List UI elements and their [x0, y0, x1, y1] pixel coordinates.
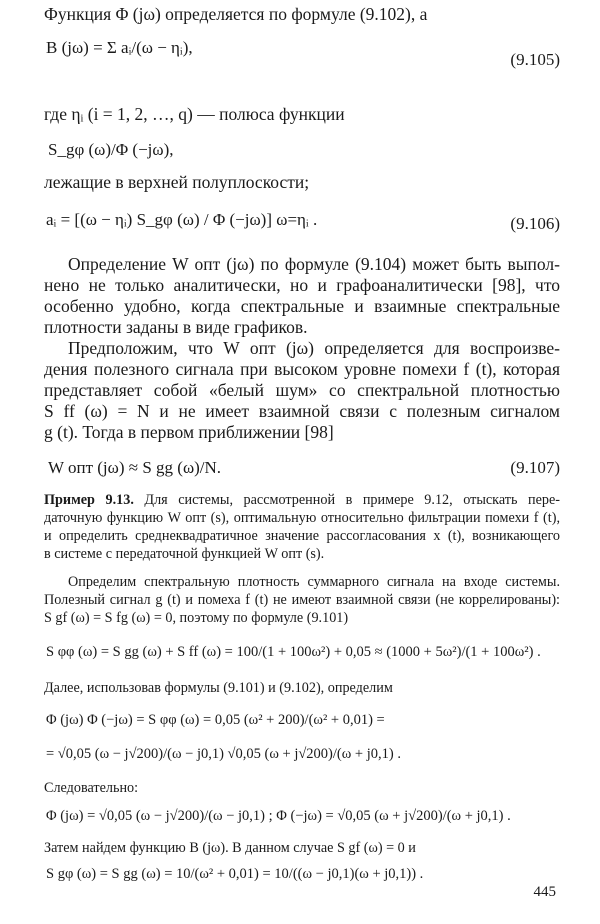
- example-line-1: [44, 492, 560, 509]
- example-line-2: даточную функцию W опт (s), оптимальную относительно фильтрации помехи f (t),: [44, 510, 560, 526]
- equation-number-9-106: (9.106): [510, 214, 560, 233]
- formula-factorization-1: Φ (jω) Φ (−jω) = S φφ (ω) = 0,05 (ω² + 200)/(ω² + 0,01) =: [46, 712, 385, 728]
- formula-phi-factors: Φ (jω) = √0,05 (ω − j√200)/(ω − j0,1) ; Φ (−jω) = √0,05 (ω + j√200)/(ω + j0,1) .: [46, 808, 511, 824]
- solution-line-1: Определим спектральную плотность суммарного сигнала на входе системы.: [68, 574, 560, 590]
- equation-9-105: B (jω) = Σ aᵢ/(ω − ηᵢ),: [46, 38, 193, 57]
- half-plane-text: лежащие в верхней полуплоскости;: [44, 172, 310, 192]
- poles-text: где ηᵢ (i = 1, 2, …, q) — полюса функции: [44, 104, 345, 124]
- paragraph-1-line-2: нено не только аналитически, но и графоаналитически [98], что: [44, 275, 560, 295]
- equation-number-9-105: (9.105): [510, 50, 560, 69]
- then-text: Затем найдем функцию B (jω). В данном случае S gf (ω) = 0 и: [44, 840, 416, 856]
- paragraph-2-line-5: g (t). Тогда в первом приближении [98]: [44, 422, 334, 442]
- solution-line-2: Полезный сигнал g (t) и помеха f (t) не имеют взаимной связи (не коррелированы):: [44, 592, 560, 608]
- paragraph-2-line-1: Предположим, что W опт (jω) определяется для воспроизве-: [68, 338, 560, 358]
- solution-line-3: S gf (ω) = S fg (ω) = 0, поэтому по формуле (9.101): [44, 610, 349, 626]
- paragraph-1-line-1: Определение W опт (jω) по формуле (9.104) может быть выпол-: [68, 254, 560, 274]
- page-number: 445: [533, 884, 556, 900]
- formula-factorization-2: = √0,05 (ω − j√200)/(ω − j0,1) √0,05 (ω + j√200)/(ω + j0,1) .: [46, 746, 401, 762]
- function-expression: S_gφ (ω)/Φ (−jω),: [48, 140, 174, 159]
- formula-cross-spectrum: S gφ (ω) = S gg (ω) = 10/(ω² + 0,01) = 10/((ω − j0,1)(ω + j0,1)) .: [46, 866, 424, 882]
- therefore-text: Следовательно:: [44, 780, 139, 796]
- formula-total-spectrum: S φφ (ω) = S gg (ω) + S ff (ω) = 100/(1 + 100ω²) + 0,05 ≈ (1000 + 5ω²)/(1 + 100ω²) .: [46, 644, 541, 660]
- next-text: Далее, использовав формулы (9.101) и (9.102), определим: [44, 680, 393, 696]
- example-line-3: и определить среднеквадратичное значение рассогласования x (t), возникающего: [44, 528, 560, 544]
- equation-9-107: W опт (jω) ≈ S gg (ω)/N.: [48, 458, 222, 477]
- equation-number-9-107: (9.107): [510, 458, 560, 477]
- paragraph-2-line-3: представляет собой «белый шум» со спектральной плотностью: [44, 380, 560, 400]
- equation-9-106: aᵢ = [(ω − ηᵢ) S_gφ (ω) / Φ (−jω)] ω=ηᵢ .: [46, 210, 318, 229]
- example-heading: Пример 9.13.: [44, 492, 134, 508]
- example-line-4: в системе с передаточной функцией W опт (s).: [44, 546, 325, 562]
- paragraph-1-line-3: особенно удобно, когда спектральные и взаимные спектральные: [44, 296, 560, 316]
- example-text-1: Для системы, рассмотренной в примере 9.12, отыскать пере-: [144, 492, 560, 508]
- intro-text: Функция Φ (jω) определяется по формуле (9.102), а: [44, 4, 428, 24]
- paragraph-1-line-4: плотности заданы в виде графиков.: [44, 317, 308, 337]
- paragraph-2-line-2: дения полезного сигнала при высоком уровне помехи f (t), которая: [44, 359, 560, 379]
- paragraph-2-line-4: S ff (ω) = N и не имеет взаимной связи с полезным сигналом: [44, 401, 560, 421]
